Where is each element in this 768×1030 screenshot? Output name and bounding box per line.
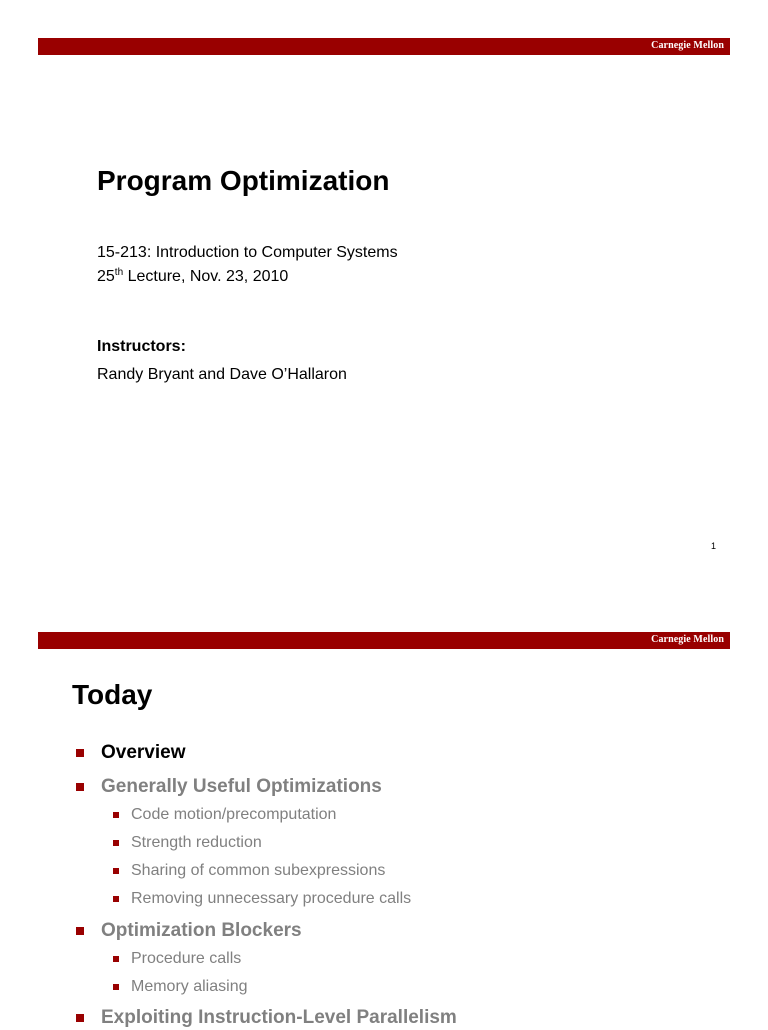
header-bar	[38, 632, 730, 649]
sub-item-label: Code motion/precomputation	[131, 806, 337, 823]
course-line: 15-213: Introduction to Computer Systems	[97, 244, 398, 261]
sub-item-label: Memory aliasing	[131, 978, 248, 995]
bullet-square-icon	[76, 1014, 84, 1022]
agenda-item-ilp	[76, 1006, 457, 1030]
sub-item-label: Strength reduction	[131, 834, 262, 851]
bullet-square-icon	[76, 783, 84, 791]
brand-label: Carnegie Mellon	[651, 40, 724, 51]
bullet-square-icon	[113, 984, 119, 990]
sub-item-label: Procedure calls	[131, 950, 242, 967]
slide-title: Today	[72, 679, 153, 710]
bullet-square-icon	[113, 840, 119, 846]
bullet-square-icon	[113, 868, 119, 874]
agenda-item-optimizations	[76, 775, 382, 799]
bullet-square-icon	[76, 927, 84, 935]
instructors-label: Instructors:	[97, 338, 186, 355]
agenda-item-label: Exploiting Instruction-Level Parallelism	[101, 1007, 457, 1028]
sub-item	[113, 861, 385, 881]
agenda-item-label: Overview	[101, 742, 186, 763]
brand-label: Carnegie Mellon	[651, 634, 724, 645]
sub-item	[113, 833, 262, 853]
lecture-number: 25	[97, 268, 115, 285]
agenda-item-label: Optimization Blockers	[101, 920, 302, 941]
page-number: 1	[711, 541, 717, 551]
bullet-square-icon	[113, 896, 119, 902]
slide-title: Program Optimization	[97, 165, 390, 196]
lecture-suffix: th	[114, 267, 124, 278]
header-bar	[38, 38, 730, 55]
bullet-square-icon	[113, 956, 119, 962]
slide-2	[0, 594, 768, 1028]
sub-item	[113, 805, 336, 825]
sub-item	[113, 949, 241, 969]
sub-item-label: Sharing of common subexpressions	[131, 862, 386, 879]
sub-item-label: Removing unnecessary procedure calls	[131, 890, 412, 907]
agenda-item-label: Generally Useful Optimizations	[101, 776, 382, 797]
instructors-names: Randy Bryant and Dave O’Hallaron	[97, 366, 347, 383]
bullet-square-icon	[113, 812, 119, 818]
agenda-item-blockers	[76, 919, 302, 943]
agenda-item-overview	[76, 741, 186, 765]
lecture-line	[97, 267, 288, 287]
sub-item	[113, 889, 411, 909]
sub-item	[113, 977, 247, 997]
lecture-date: Lecture, Nov. 23, 2010	[123, 268, 289, 285]
bullet-square-icon	[76, 749, 84, 757]
